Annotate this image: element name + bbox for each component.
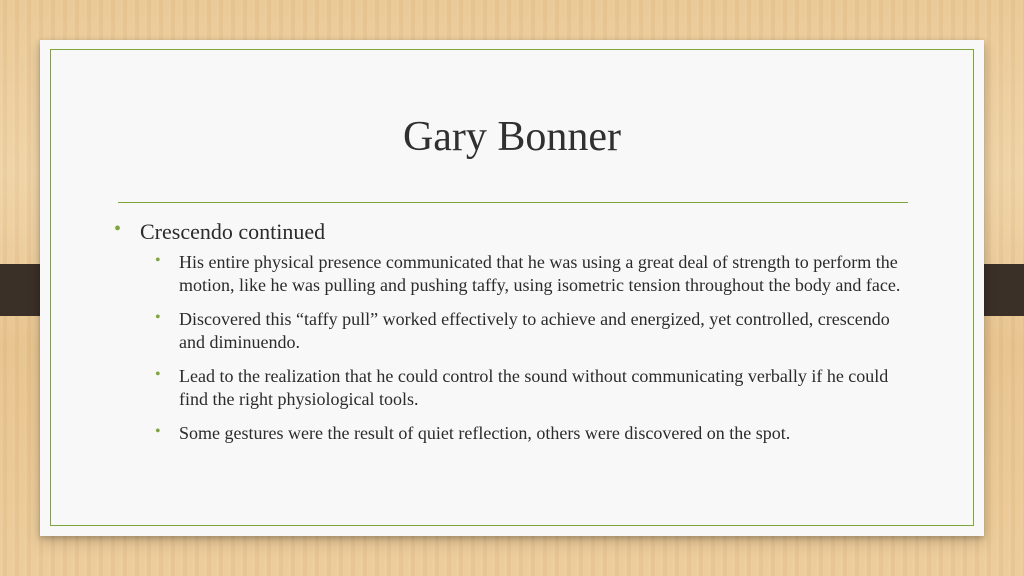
sub-bullet-item	[110, 365, 920, 411]
sub-bullet-text: His entire physical presence communicated that he was using a great deal of strength to perform the motion, like he was pulling and pushing taffy, using isometric tension throughout the body and face.	[179, 252, 901, 295]
sub-bullet-item	[110, 251, 920, 297]
slide-content	[110, 217, 920, 456]
slide-card	[40, 40, 984, 536]
title-divider	[118, 202, 908, 203]
sub-bullet-text: Lead to the realization that he could control the sound without communicating verbally if he could find the right physiological tools.	[179, 366, 889, 409]
sub-bullet-text: Discovered this “taffy pull” worked effectively to achieve and energized, yet controlled, crescendo and diminuendo.	[179, 309, 890, 352]
sub-bullet-text: Some gestures were the result of quiet reflection, others were discovered on the spot.	[179, 423, 791, 443]
sub-bullet-item	[110, 422, 920, 445]
sub-bullet-item	[110, 308, 920, 354]
bullet-dot-icon: •	[155, 252, 161, 269]
bullet-dot-icon: •	[155, 309, 161, 326]
bullet-dot-icon: •	[155, 423, 161, 440]
bullet-level1	[110, 217, 920, 247]
bullet-level1-text: Crescendo continued	[140, 219, 326, 244]
sub-bullet-list	[110, 251, 920, 445]
slide-title: Gary Bonner	[402, 114, 622, 160]
bullet-dot-icon: •	[155, 366, 161, 383]
bullet-dot-icon: •	[114, 218, 122, 240]
